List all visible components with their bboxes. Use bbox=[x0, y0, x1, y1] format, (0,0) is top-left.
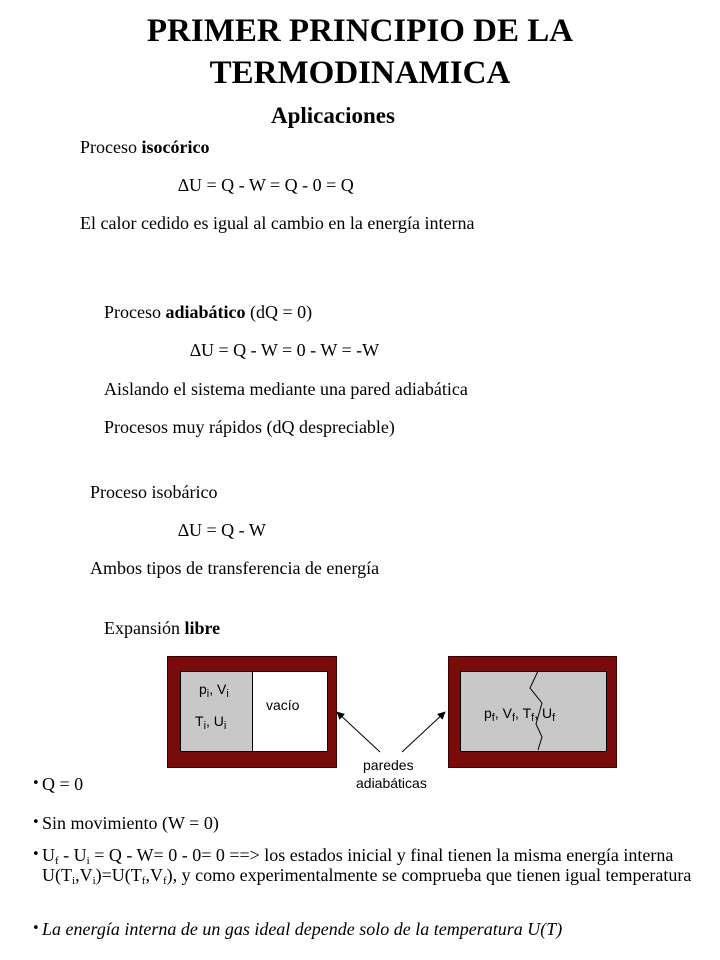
subtitle: Aplicaciones bbox=[271, 103, 395, 128]
bullet-list-3 bbox=[34, 845, 694, 885]
bullet-ideal-gas: • La energía interna de un gas ideal depende solo de la temperatura U(T) bbox=[34, 919, 694, 939]
arrow-to-right-wall bbox=[402, 712, 445, 752]
initial-tu-label: $T_i$, $U_i$ bbox=[195, 713, 227, 732]
bullet-list-4 bbox=[34, 919, 694, 939]
isobarico-equation: ∆U = Q - W bbox=[178, 520, 266, 540]
initial-pv-label: $p_i$, $V_i$ bbox=[199, 681, 229, 700]
adiabatico-heading: Proceso adiabático (dQ = 0) bbox=[104, 302, 313, 322]
isobarico-note: Ambos tipos de transferencia de energía bbox=[90, 558, 380, 578]
walls-label-2: adiabáticas bbox=[356, 775, 427, 791]
bullet-no-movement: • Sin movimiento (W = 0) bbox=[34, 813, 694, 833]
isocorico-equation: ∆U = Q - W = Q - 0 = Q bbox=[178, 175, 354, 195]
title-line-1: PRIMER PRINCIPIO DE LA bbox=[146, 13, 574, 49]
adiabatico-equation: ∆U = Q - W = 0 - W = -W bbox=[190, 340, 380, 360]
adiabatico-note-2: Procesos muy rápidos (dQ despreciable) bbox=[104, 417, 395, 437]
vacuum-label: vacío bbox=[266, 697, 300, 713]
expansion-heading: Expansión libre bbox=[104, 618, 221, 638]
isocorico-note: El calor cedido es igual al cambio en la energía interna bbox=[80, 213, 475, 233]
bullet-list bbox=[34, 774, 694, 794]
title-line-2: TERMODINAMICA bbox=[209, 55, 511, 91]
walls-label-1: paredes bbox=[363, 757, 414, 773]
bullet-list-2 bbox=[34, 813, 694, 833]
isocorico-heading: Proceso isocórico bbox=[80, 137, 210, 157]
arrow-to-left-wall bbox=[337, 712, 380, 752]
bullet-q-zero: • Q = 0 bbox=[34, 774, 694, 794]
final-state-label: $p_f$, $V_f$, $T_f$, $U_f$ bbox=[484, 705, 556, 724]
broken-partition bbox=[530, 671, 542, 750]
adiabatico-note-1: Aislando el sistema mediante una pared adiabática bbox=[104, 379, 468, 399]
isobarico-heading: Proceso isobárico bbox=[90, 482, 218, 502]
bullet-energy-equality: • $U_f - U_i = Q - W= 0 - 0= 0$ ==> los estados inicial y final tienen la misma energía interna $U(T_i,V_i)=U(T_f,V_f)$, y como experimentalmente se comprueba que tienen igual temperatura bbox=[34, 845, 694, 885]
